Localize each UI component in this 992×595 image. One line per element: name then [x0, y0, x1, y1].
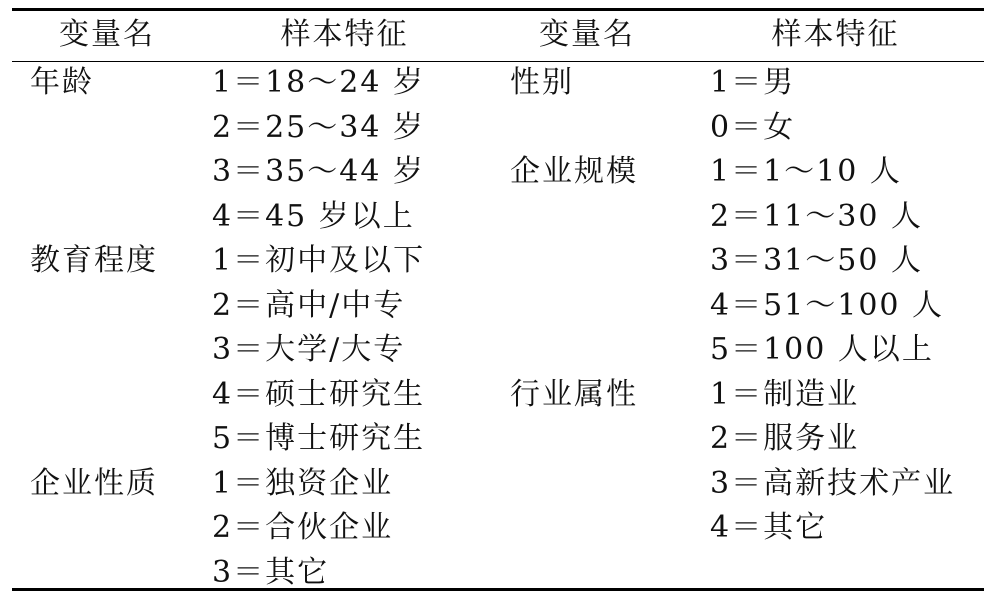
left-feature-cell: 1＝初中及以下	[212, 239, 425, 284]
left-feature-cell: 4＝硕士研究生	[212, 373, 425, 418]
header-rule	[12, 61, 984, 62]
right-feature-cell: 3＝高新技术产业	[710, 462, 955, 507]
left-feature-cell: 4＝45 岁以上	[212, 195, 415, 240]
right-variable-name-cell: 企业规模	[510, 150, 638, 195]
left-variable-name-cell: 企业性质	[30, 462, 158, 507]
left-feature-cell: 2＝合伙企业	[212, 506, 393, 551]
right-feature-cell: 2＝11～30 人	[710, 195, 923, 240]
left-feature-cell: 2＝25～34 岁	[212, 106, 425, 151]
right-variable-name-cell: 性别	[510, 61, 574, 106]
header-sample-feature-right: 样本特征	[687, 8, 984, 61]
right-feature-cell: 2＝服务业	[710, 417, 859, 462]
right-variable-name-cell: 行业属性	[510, 373, 638, 418]
left-feature-cell: 1＝18～24 岁	[212, 61, 425, 106]
right-feature-cell: 5＝100 人以上	[710, 328, 934, 373]
right-feature-cell: 3＝31～50 人	[710, 239, 923, 284]
header-sample-feature-left: 样本特征	[202, 8, 487, 61]
right-feature-cell: 0＝女	[710, 106, 795, 151]
left-feature-cell: 3＝其它	[212, 551, 329, 595]
right-feature-cell: 4＝其它	[710, 506, 827, 551]
header-variable-name-left: 变量名	[12, 8, 202, 61]
right-feature-cell: 1＝制造业	[710, 373, 859, 418]
left-feature-cell: 2＝高中/中专	[212, 284, 405, 329]
left-variable-name-cell: 教育程度	[30, 239, 158, 284]
left-feature-cell: 3＝35～44 岁	[212, 150, 425, 195]
left-variable-name-cell: 年龄	[30, 61, 94, 106]
right-feature-cell: 1＝1～10 人	[710, 150, 902, 195]
left-feature-cell: 5＝博士研究生	[212, 417, 425, 462]
left-feature-cell: 1＝独资企业	[212, 462, 393, 507]
right-feature-cell: 4＝51～100 人	[710, 284, 944, 329]
right-feature-cell: 1＝男	[710, 61, 795, 106]
left-feature-cell: 3＝大学/大专	[212, 328, 405, 373]
header-variable-name-right: 变量名	[487, 8, 687, 61]
sample-characteristics-table	[12, 8, 984, 590]
bottom-rule	[12, 588, 984, 591]
